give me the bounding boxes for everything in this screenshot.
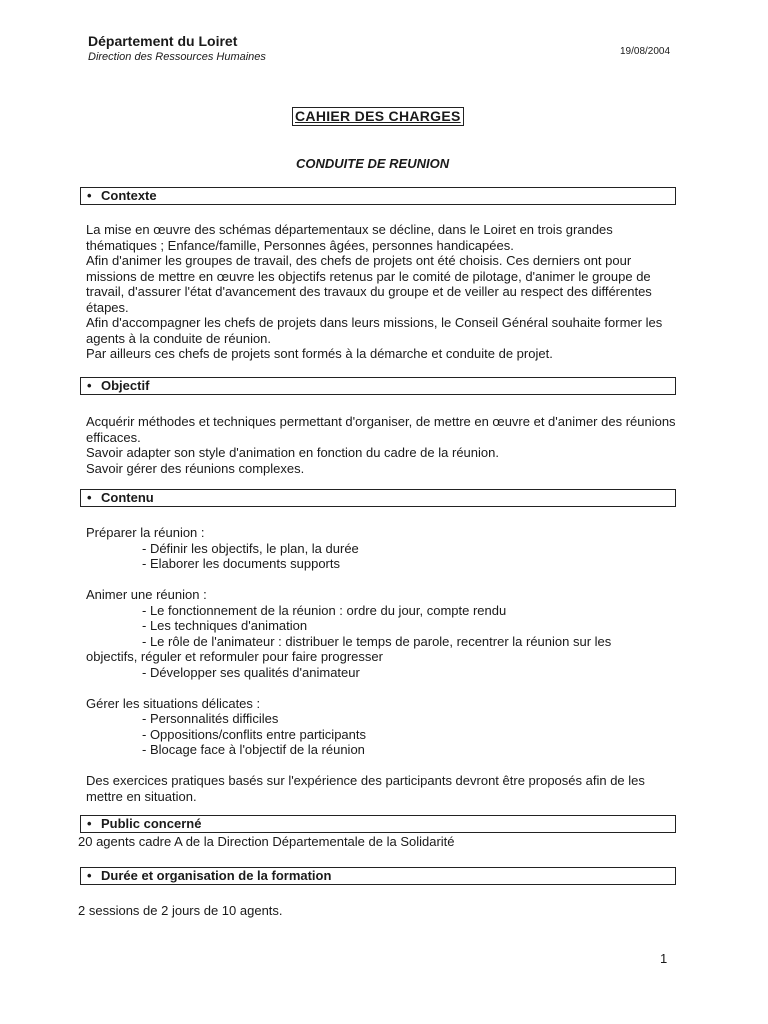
department-name: Direction des Ressources Humaines	[88, 51, 266, 63]
paragraph: Par ailleurs ces chefs de projets sont formés à la démarche et conduite de projet.	[86, 346, 553, 361]
section-heading-objectif	[80, 377, 676, 395]
bullet-icon: •	[87, 378, 92, 393]
list-item: - Développer ses qualités d'animateur	[142, 664, 360, 680]
section-body-duree	[78, 903, 668, 919]
list-item: - Définir les objectifs, le plan, la durée	[142, 540, 359, 556]
section-heading-label: Contexte	[101, 188, 157, 203]
section-heading-contenu	[80, 489, 676, 507]
section-heading-contexte	[80, 187, 676, 205]
list-item: - Le rôle de l'animateur : distribuer le temps de parole, recentrer la réunion sur les	[142, 633, 612, 649]
bullet-icon: •	[87, 816, 92, 831]
subsection-title: Préparer la réunion :	[86, 525, 205, 540]
list-item: - Personnalités difficiles	[142, 711, 279, 726]
page-number: 1	[660, 951, 668, 966]
document-title: CAHIER DES CHARGES	[292, 107, 464, 126]
section-heading-public	[80, 815, 676, 833]
subsection-title: Gérer les situations délicates :	[86, 695, 261, 711]
bullet-icon: •	[87, 490, 92, 505]
paragraph: 20 agents cadre A de la Direction Départementale de la Solidarité	[78, 834, 455, 849]
paragraph: Afin d'accompagner les chefs de projets dans leurs missions, le Conseil Général souhaite former les agents à la conduite de réunion.	[86, 315, 663, 346]
section-body-contenu	[86, 525, 676, 804]
paragraph: 2 sessions de 2 jours de 10 agents.	[78, 903, 283, 918]
document-subtitle: CONDUITE DE REUNION	[296, 156, 450, 171]
paragraph: Des exercices pratiques basés sur l'expérience des participants devront être proposés afin de les mettre en situation.	[86, 773, 645, 804]
list-item: - Le fonctionnement de la réunion : ordre du jour, compte rendu	[142, 602, 507, 618]
paragraph: Acquérir méthodes et techniques permettant d'organiser, de mettre en œuvre et d'animer des réunions efficaces.	[86, 414, 676, 445]
paragraph: Afin d'animer les groupes de travail, des chefs de projets ont été choisis. Ces derniers ont pour missions de mettre en œuvre les objectifs retenus par le comité de pilotage, d'animer le groupe de travail, d'assurer l'état d'avancement des travaux du groupe et de veiller au respect des différentes étapes.	[86, 253, 652, 315]
organization-name: Département du Loiret	[88, 33, 238, 49]
section-heading-label: Contenu	[101, 490, 154, 505]
paragraph: Savoir gérer des réunions complexes.	[86, 460, 305, 476]
list-item: - Blocage face à l'objectif de la réunion	[142, 742, 365, 757]
section-heading-label: Durée et organisation de la formation	[101, 868, 332, 883]
document-date: 19/08/2004	[620, 46, 671, 57]
section-heading-label: Public concerné	[101, 816, 202, 831]
paragraph: La mise en œuvre des schémas départementaux se décline, dans le Loiret en trois grandes thématiques ; Enfance/famille, Personnes âgées, personnes handicapées.	[86, 222, 613, 253]
bullet-icon: •	[87, 868, 92, 883]
list-item-continuation: objectifs, réguler et reformuler pour faire progresser	[86, 649, 383, 664]
list-item: - Oppositions/conflits entre participants	[142, 726, 366, 742]
bullet-icon: •	[87, 188, 92, 203]
subsection-title: Animer une réunion :	[86, 587, 207, 602]
section-body-contexte	[86, 222, 676, 362]
section-body-public	[78, 834, 668, 850]
list-item: - Les techniques d'animation	[142, 618, 308, 633]
section-body-objectif	[86, 414, 676, 476]
list-item: - Elaborer les documents supports	[142, 556, 340, 571]
paragraph: Savoir adapter son style d'animation en fonction du cadre de la réunion.	[86, 445, 499, 460]
section-heading-duree	[80, 867, 676, 885]
section-heading-label: Objectif	[101, 378, 150, 393]
